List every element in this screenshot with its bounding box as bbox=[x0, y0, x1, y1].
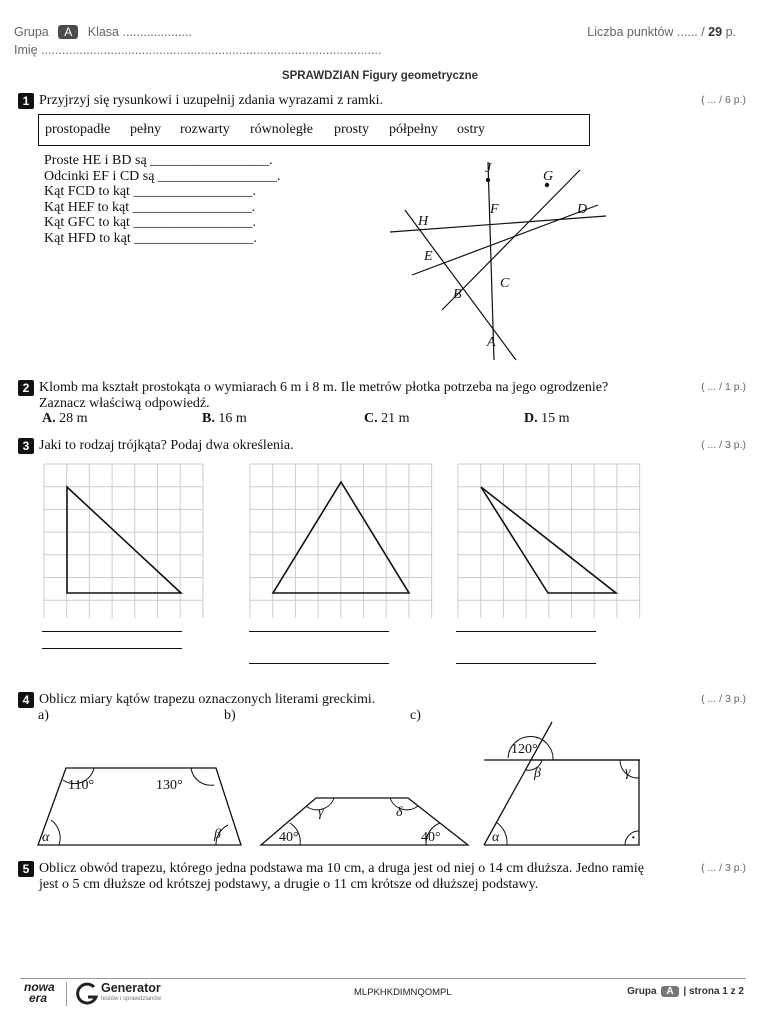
points-label: Liczba punktów ...... / bbox=[587, 25, 705, 39]
answer-line-1a[interactable] bbox=[42, 631, 182, 632]
triangle-grid-2 bbox=[248, 463, 436, 618]
answer-line-2a[interactable] bbox=[249, 631, 389, 632]
angle-a-110: 110° bbox=[68, 778, 95, 793]
logo-bottom: era bbox=[29, 991, 48, 1005]
label-c: C bbox=[500, 276, 510, 291]
question-2-number: 2 bbox=[18, 380, 34, 396]
generator-subtitle: testów i sprawdzianów bbox=[101, 996, 162, 1002]
footer-group-label: Grupa bbox=[627, 986, 657, 997]
question-4-points: ( ... / 3 p.) bbox=[701, 693, 746, 705]
angle-c-beta: β bbox=[534, 766, 541, 781]
line-e-d bbox=[412, 205, 598, 275]
question-5-text: Oblicz obwód trapezu, którego jedna podstawa ma 10 cm, a druga jest od niej o 14 cm dłuższa. Jedno ramię bbox=[39, 861, 644, 876]
answer-c[interactable] bbox=[364, 411, 410, 427]
part-c-label: c) bbox=[410, 708, 421, 723]
footer-page-label: | strona 1 z 2 bbox=[683, 986, 744, 997]
footer-group-badge: A bbox=[661, 986, 678, 997]
triangle-grid-3 bbox=[456, 463, 642, 618]
angle-b-gamma: γ bbox=[318, 805, 324, 820]
angle-a-130: 130° bbox=[156, 778, 183, 793]
answer-b[interactable] bbox=[202, 411, 247, 427]
answer-a-letter: A. bbox=[42, 411, 56, 426]
trapezoid-b bbox=[258, 720, 470, 850]
answer-b-value: 16 m bbox=[218, 411, 247, 426]
word-item: prostopadłe bbox=[45, 122, 111, 137]
angle-c-gamma: γ bbox=[625, 765, 631, 780]
angle-b-delta: δ bbox=[396, 805, 403, 820]
question-2-text: Klomb ma kształt prostokąta o wymiarach 6 m i 8 m. Ile metrów płotka potrzeba na jego ogrodzenie? bbox=[39, 380, 609, 395]
part-b-label: b) bbox=[224, 708, 236, 723]
points-suffix: p. bbox=[725, 25, 736, 39]
label-d: D bbox=[577, 202, 588, 217]
triangle-grid-1 bbox=[42, 463, 206, 618]
question-1-text: Przyjrzyj się rysunkowi i uzupełnij zdania wyrazami z ramki. bbox=[39, 93, 384, 108]
question-5-text-2: jest o 5 cm dłuższe od krótszej podstawy, a drugie o 11 cm krótsze od dłuższej podstawy. bbox=[39, 877, 539, 892]
trapezoid-a bbox=[36, 720, 246, 850]
answer-a[interactable] bbox=[42, 411, 88, 427]
answer-line-2b[interactable] bbox=[249, 663, 389, 664]
angle-a-alpha: α bbox=[42, 830, 50, 845]
label-e: E bbox=[424, 249, 433, 264]
answer-line-3b[interactable] bbox=[456, 663, 596, 664]
angle-c-right-dot: · bbox=[631, 831, 636, 846]
label-f: F bbox=[490, 202, 499, 217]
question-3-number: 3 bbox=[18, 438, 34, 454]
answer-d[interactable] bbox=[524, 411, 570, 427]
group-label: Grupa bbox=[14, 25, 49, 39]
word-box bbox=[38, 114, 590, 146]
question-4-number: 4 bbox=[18, 692, 34, 708]
answer-line-3a[interactable] bbox=[456, 631, 596, 632]
figure-c bbox=[480, 720, 644, 850]
label-g: G bbox=[543, 169, 554, 184]
word-item: ostry bbox=[457, 122, 485, 137]
header-group-row bbox=[14, 25, 192, 39]
sentence-1[interactable]: Proste HE i BD są _________________. bbox=[44, 153, 273, 168]
angle-b-40-left: 40° bbox=[279, 830, 299, 845]
part-a-label: a) bbox=[38, 708, 49, 723]
question-5-number: 5 bbox=[18, 861, 34, 877]
logo-top: nowa bbox=[24, 980, 55, 994]
sentence-2[interactable]: Odcinki EF i CD są _________________. bbox=[44, 168, 281, 184]
answer-b-letter: B. bbox=[202, 411, 215, 426]
sentence-3[interactable]: Kąt FCD to kąt _________________. bbox=[44, 184, 256, 199]
generator-title: Generator bbox=[101, 981, 161, 995]
answer-d-letter: D. bbox=[524, 411, 538, 426]
angle-c-120: 120° bbox=[511, 742, 538, 757]
label-b: B bbox=[453, 287, 462, 302]
answer-c-letter: C. bbox=[364, 411, 378, 426]
class-label: Klasa .................... bbox=[87, 25, 192, 39]
angle-a-beta: β bbox=[214, 827, 221, 842]
label-a: A bbox=[487, 335, 496, 350]
points-summary bbox=[587, 25, 736, 39]
group-badge: A bbox=[58, 25, 78, 39]
question-3-text: Jaki to rodzaj trójkąta? Podaj dwa określenia. bbox=[39, 438, 294, 453]
word-item: rozwarty bbox=[180, 122, 230, 137]
line-b-g bbox=[442, 170, 580, 310]
footer-divider bbox=[20, 978, 746, 979]
question-1-points: ( ... / 6 p.) bbox=[701, 94, 746, 106]
angle-c-alpha: α bbox=[492, 830, 500, 845]
answer-c-value: 21 m bbox=[381, 411, 410, 426]
answer-a-value: 28 m bbox=[59, 411, 88, 426]
word-item: pełny bbox=[130, 122, 162, 137]
answer-line-1b[interactable] bbox=[42, 648, 182, 649]
point-j bbox=[486, 178, 490, 182]
question-4-text: Oblicz miary kątów trapezu oznaczonych literami greckimi. bbox=[39, 692, 376, 707]
question-2-points: ( ... / 1 p.) bbox=[701, 381, 746, 393]
sentence-5[interactable]: Kąt GFC to kąt _________________. bbox=[44, 215, 256, 230]
page-title: SPRAWDZIAN Figury geometryczne bbox=[281, 70, 479, 82]
label-h: H bbox=[418, 214, 429, 229]
logo-divider bbox=[66, 982, 67, 1006]
name-field[interactable]: Imię .................................................................................................. bbox=[14, 43, 382, 57]
lines-figure bbox=[380, 150, 620, 365]
sentence-4[interactable]: Kąt HEF to kąt _________________. bbox=[44, 199, 256, 215]
footer-group-page bbox=[627, 986, 744, 997]
label-j: J bbox=[485, 161, 492, 176]
generator-g-icon bbox=[76, 982, 98, 1006]
question-3-points: ( ... / 3 p.) bbox=[701, 439, 746, 451]
answer-d-value: 15 m bbox=[541, 411, 570, 426]
word-item: prosty bbox=[334, 122, 369, 137]
question-2-instruction: Zaznacz właściwą odpowiedź. bbox=[39, 396, 210, 411]
word-item: równoległe bbox=[250, 122, 313, 137]
sentence-6[interactable]: Kąt HFD to kąt _________________. bbox=[44, 230, 257, 246]
nowa-era-logo bbox=[24, 982, 55, 1004]
points-total: 29 bbox=[708, 25, 723, 39]
word-item: półpełny bbox=[389, 122, 438, 137]
angle-b-40-right: 40° bbox=[421, 830, 441, 845]
question-5-points: ( ... / 3 p.) bbox=[701, 862, 746, 874]
question-1-number: 1 bbox=[18, 93, 34, 109]
document-code: MLPKHKDIMNQOMPL bbox=[354, 987, 452, 998]
